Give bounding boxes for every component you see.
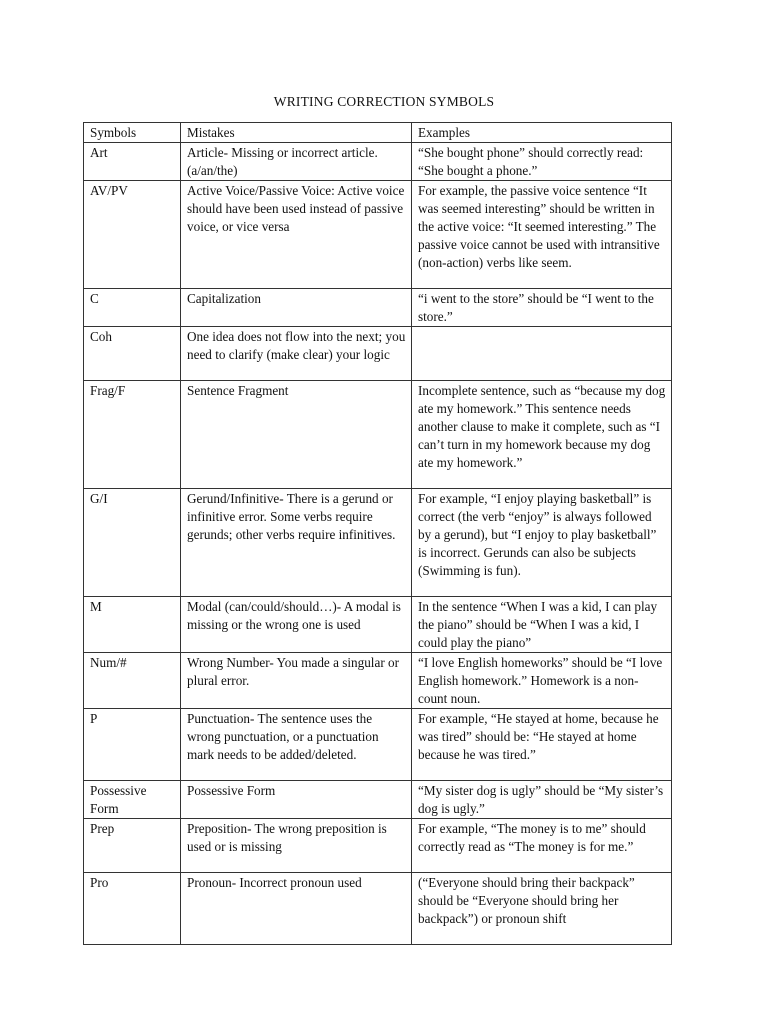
mistake-cell: Preposition- The wrong preposition is used or is missing bbox=[181, 819, 412, 873]
symbol-cell: M bbox=[84, 597, 181, 653]
mistake-cell: Wrong Number- You made a singular or plural error. bbox=[181, 653, 412, 709]
symbol-cell: Coh bbox=[84, 327, 181, 381]
symbol-cell: P bbox=[84, 709, 181, 781]
symbol-cell: Frag/F bbox=[84, 381, 181, 489]
example-cell: For example, “He stayed at home, because he was tired” should be: “He stayed at home because he was tired.” bbox=[412, 709, 672, 781]
mistake-cell: Punctuation- The sentence uses the wrong punctuation, or a punctuation mark needs to be added/deleted. bbox=[181, 709, 412, 781]
symbol-cell: Prep bbox=[84, 819, 181, 873]
example-cell: For example, “I enjoy playing basketball” is correct (the verb “enjoy” is always followed by a gerund), but “I enjoy to play basketball” is incorrect. Gerunds can also be subjects (Swimming is fun). bbox=[412, 489, 672, 597]
symbol-cell: Num/# bbox=[84, 653, 181, 709]
table-row bbox=[84, 381, 672, 489]
symbol-cell: Art bbox=[84, 143, 181, 181]
table-row bbox=[84, 181, 672, 289]
symbol-cell: C bbox=[84, 289, 181, 327]
example-cell bbox=[412, 327, 672, 381]
table-row bbox=[84, 709, 672, 781]
example-cell: “i went to the store” should be “I went to the store.” bbox=[412, 289, 672, 327]
column-header-symbols: Symbols bbox=[84, 123, 181, 143]
table-header-row bbox=[84, 123, 672, 143]
table-row bbox=[84, 143, 672, 181]
correction-symbols-table bbox=[83, 122, 672, 945]
example-cell: In the sentence “When I was a kid, I can play the piano” should be “When I was a kid, I could play the piano” bbox=[412, 597, 672, 653]
example-cell: “I love English homeworks” should be “I love English homework.” Homework is a non-count noun. bbox=[412, 653, 672, 709]
table-row bbox=[84, 819, 672, 873]
table-row bbox=[84, 289, 672, 327]
mistake-cell: Possessive Form bbox=[181, 781, 412, 819]
table-row bbox=[84, 781, 672, 819]
column-header-examples: Examples bbox=[412, 123, 672, 143]
document-title: WRITING CORRECTION SYMBOLS bbox=[273, 94, 495, 109]
mistake-cell: Pronoun- Incorrect pronoun used bbox=[181, 873, 412, 945]
mistake-cell: Article- Missing or incorrect article. (a/an/the) bbox=[181, 143, 412, 181]
table-row bbox=[84, 489, 672, 597]
column-header-mistakes: Mistakes bbox=[181, 123, 412, 143]
symbol-cell: Pro bbox=[84, 873, 181, 945]
mistake-cell: One idea does not flow into the next; you need to clarify (make clear) your logic bbox=[181, 327, 412, 381]
table-row bbox=[84, 873, 672, 945]
table-row bbox=[84, 653, 672, 709]
example-cell: For example, “The money is to me” should correctly read as “The money is for me.” bbox=[412, 819, 672, 873]
example-cell: “She bought phone” should correctly read: “She bought a phone.” bbox=[412, 143, 672, 181]
symbol-cell: G/I bbox=[84, 489, 181, 597]
mistake-cell: Modal (can/could/should…)- A modal is missing or the wrong one is used bbox=[181, 597, 412, 653]
mistake-cell: Sentence Fragment bbox=[181, 381, 412, 489]
symbol-cell: Possessive Form bbox=[84, 781, 181, 819]
mistake-cell: Capitalization bbox=[181, 289, 412, 327]
table-row bbox=[84, 327, 672, 381]
symbol-cell: AV/PV bbox=[84, 181, 181, 289]
mistake-cell: Gerund/Infinitive- There is a gerund or infinitive error. Some verbs require gerunds; other verbs require infinitives. bbox=[181, 489, 412, 597]
example-cell: For example, the passive voice sentence “It was seemed interesting” should be written in the active voice: “It seemed interesting.” The passive voice cannot be used with intransitive (non-action) verbs like seem. bbox=[412, 181, 672, 289]
mistake-cell: Active Voice/Passive Voice: Active voice should have been used instead of passive voice, or vice versa bbox=[181, 181, 412, 289]
example-cell: Incomplete sentence, such as “because my dog ate my homework.” This sentence needs another clause to make it complete, such as “I can’t turn in my homework because my dog ate my homework.” bbox=[412, 381, 672, 489]
example-cell: (“Everyone should bring their backpack” should be “Everyone should bring her backpack”) or pronoun shift bbox=[412, 873, 672, 945]
table-row bbox=[84, 597, 672, 653]
example-cell: “My sister dog is ugly” should be “My sister’s dog is ugly.” bbox=[412, 781, 672, 819]
